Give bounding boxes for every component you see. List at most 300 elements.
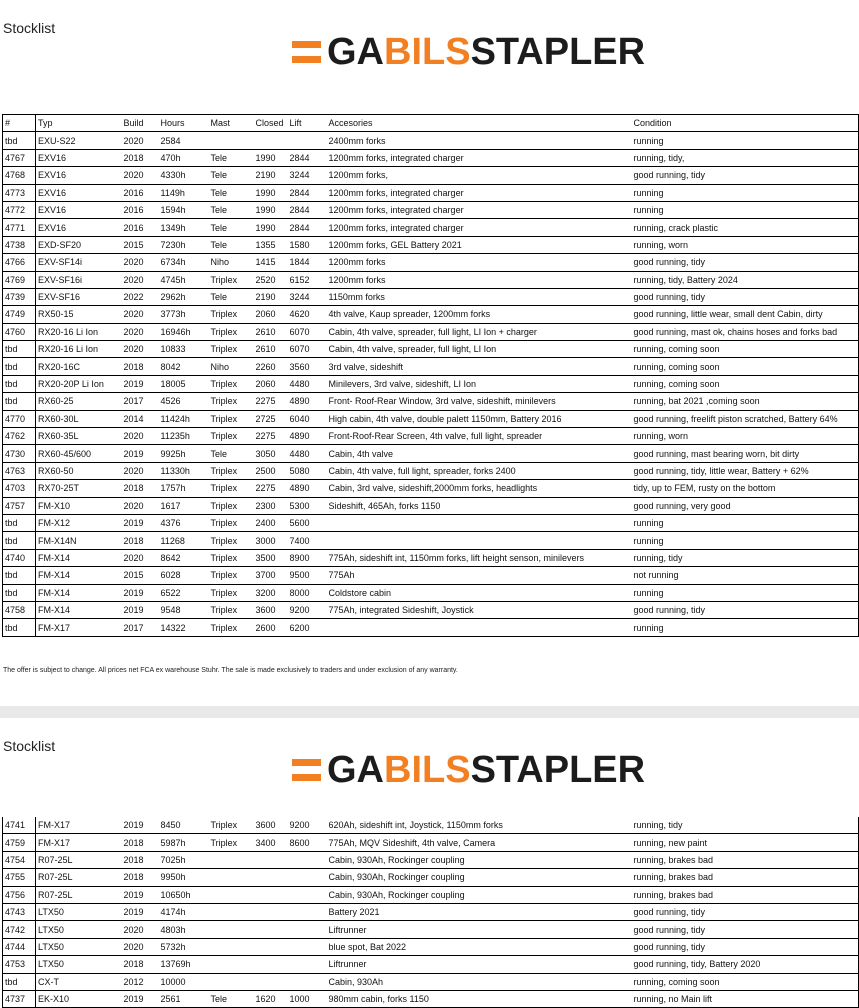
col-lift xyxy=(288,956,327,973)
col-type: CX-T xyxy=(36,973,122,990)
col-mast: Triplex xyxy=(209,817,254,834)
col-number: tbd xyxy=(3,393,36,410)
table-row xyxy=(3,480,859,497)
brand-wordmark: GABILSSTAPLER xyxy=(327,31,646,73)
col-closed: 2500 xyxy=(254,462,288,479)
col-type: RX20-16C xyxy=(36,358,122,375)
col-number: 4771 xyxy=(3,219,36,236)
col-condition: good running, mast ok, chains hoses and forks bad xyxy=(632,323,859,340)
col-number: 4763 xyxy=(3,462,36,479)
col-mast: Tele xyxy=(209,288,254,305)
col-condition: good running, little wear, small dent Cabin, dirty xyxy=(632,306,859,323)
col-number: 4743 xyxy=(3,903,36,920)
col-closed: 2260 xyxy=(254,358,288,375)
col-lift: 7400 xyxy=(288,532,327,549)
col-mast: Triplex xyxy=(209,549,254,566)
header-col-closed: Closed xyxy=(254,115,288,132)
header-col-condition: Condition xyxy=(632,115,859,132)
col-hours: 6028 xyxy=(159,567,209,584)
col-lift: 6152 xyxy=(288,271,327,288)
col-mast: Tele xyxy=(209,236,254,253)
col-closed xyxy=(254,921,288,938)
col-condition: running, brakes bad xyxy=(632,886,859,903)
header-col-type: Typ xyxy=(36,115,122,132)
table-row xyxy=(3,851,859,868)
col-number: 4740 xyxy=(3,549,36,566)
table-row xyxy=(3,903,859,920)
col-accessories: Sideshift, 465Ah, forks 1150 xyxy=(327,497,632,514)
table-row xyxy=(3,375,859,392)
col-type: EXV16 xyxy=(36,219,122,236)
col-hours: 1594h xyxy=(159,201,209,218)
col-mast xyxy=(209,886,254,903)
col-condition: running xyxy=(632,184,859,201)
col-mast: Triplex xyxy=(209,341,254,358)
table-row xyxy=(3,619,859,636)
col-mast: Triplex xyxy=(209,410,254,427)
col-accessories: 980mm cabin, forks 1150 xyxy=(327,990,632,1007)
col-hours: 10833 xyxy=(159,341,209,358)
col-mast: Tele xyxy=(209,167,254,184)
col-lift: 4480 xyxy=(288,375,327,392)
col-accessories: 2400mm forks xyxy=(327,132,632,149)
col-number: 4759 xyxy=(3,834,36,851)
col-mast: Triplex xyxy=(209,601,254,618)
col-number: tbd xyxy=(3,973,36,990)
table-row xyxy=(3,886,859,903)
col-hours: 9925h xyxy=(159,445,209,462)
table-body xyxy=(3,132,859,636)
table-row xyxy=(3,584,859,601)
col-hours: 16946h xyxy=(159,323,209,340)
col-accessories: blue spot, Bat 2022 xyxy=(327,938,632,955)
table-row xyxy=(3,956,859,973)
col-mast: Triplex xyxy=(209,497,254,514)
col-closed: 2725 xyxy=(254,410,288,427)
col-type: EXV16 xyxy=(36,149,122,166)
col-accessories xyxy=(327,514,632,531)
col-mast: Triplex xyxy=(209,619,254,636)
col-lift: 1000 xyxy=(288,990,327,1007)
col-hours: 10650h xyxy=(159,886,209,903)
doc-title: Stocklist xyxy=(3,20,56,36)
col-accessories: 775Ah, integrated Sideshift, Joystick xyxy=(327,601,632,618)
col-condition: tidy, up to FEM, rusty on the bottom xyxy=(632,480,859,497)
col-build: 2018 xyxy=(122,956,159,973)
col-condition: good running, tidy xyxy=(632,601,859,618)
col-build: 2018 xyxy=(122,869,159,886)
col-type: LTX50 xyxy=(36,921,122,938)
table-row xyxy=(3,514,859,531)
table-header-row xyxy=(3,115,859,132)
table-row xyxy=(3,990,859,1007)
table-row xyxy=(3,184,859,201)
col-mast xyxy=(209,956,254,973)
col-condition: running, coming soon xyxy=(632,341,859,358)
col-closed: 2275 xyxy=(254,393,288,410)
col-number: 4766 xyxy=(3,254,36,271)
col-type: FM-X17 xyxy=(36,817,122,834)
col-type: LTX50 xyxy=(36,903,122,920)
header-col-mast: Mast xyxy=(209,115,254,132)
col-hours: 6522 xyxy=(159,584,209,601)
col-lift: 5300 xyxy=(288,497,327,514)
col-type: FM-X14 xyxy=(36,584,122,601)
table-body xyxy=(3,817,859,1008)
table-row xyxy=(3,132,859,149)
col-condition: good running, tidy xyxy=(632,903,859,920)
col-hours: 4174h xyxy=(159,903,209,920)
col-condition: running, coming soon xyxy=(632,358,859,375)
table-row xyxy=(3,497,859,514)
col-condition: running, coming soon xyxy=(632,973,859,990)
col-lift: 2844 xyxy=(288,201,327,218)
col-number: 4744 xyxy=(3,938,36,955)
col-accessories: 1200mm forks, integrated charger xyxy=(327,149,632,166)
col-condition: running xyxy=(632,584,859,601)
col-condition: running, brakes bad xyxy=(632,869,859,886)
col-mast xyxy=(209,973,254,990)
col-condition: running xyxy=(632,619,859,636)
col-accessories: 1200mm forks, integrated charger xyxy=(327,219,632,236)
col-number: 4739 xyxy=(3,288,36,305)
col-type: EXV-SF16 xyxy=(36,288,122,305)
col-closed: 2400 xyxy=(254,514,288,531)
col-number: 4773 xyxy=(3,184,36,201)
header-col-number: # xyxy=(3,115,36,132)
table-row xyxy=(3,817,859,834)
col-closed: 2300 xyxy=(254,497,288,514)
col-lift: 8900 xyxy=(288,549,327,566)
col-mast xyxy=(209,132,254,149)
col-type: LTX50 xyxy=(36,938,122,955)
stock-table-1 xyxy=(2,114,859,637)
col-number: 4703 xyxy=(3,480,36,497)
col-type: RX20-20P Li Ion xyxy=(36,375,122,392)
col-build: 2019 xyxy=(122,445,159,462)
col-lift: 3244 xyxy=(288,288,327,305)
table-row xyxy=(3,167,859,184)
col-closed: 3700 xyxy=(254,567,288,584)
col-lift xyxy=(288,851,327,868)
table-row xyxy=(3,358,859,375)
col-lift xyxy=(288,938,327,955)
col-build: 2018 xyxy=(122,851,159,868)
table-row xyxy=(3,149,859,166)
col-accessories: Front-Roof-Rear Screen, 4th valve, full light, spreader xyxy=(327,428,632,445)
col-build: 2020 xyxy=(122,938,159,955)
col-accessories: 1200mm forks xyxy=(327,254,632,271)
col-lift: 6070 xyxy=(288,341,327,358)
col-build: 2019 xyxy=(122,601,159,618)
col-accessories: 1150mm forks xyxy=(327,288,632,305)
col-accessories: 775Ah, sideshift int, 1150mm forks, lift height senson, minilevers xyxy=(327,549,632,566)
col-number: 4737 xyxy=(3,990,36,1007)
col-accessories xyxy=(327,619,632,636)
page-gap xyxy=(0,706,859,718)
col-build: 2019 xyxy=(122,817,159,834)
stock-table-2 xyxy=(2,817,859,1008)
col-build: 2018 xyxy=(122,532,159,549)
col-type: RX60-35L xyxy=(36,428,122,445)
col-condition: good running, very good xyxy=(632,497,859,514)
header-col-lift: Lift xyxy=(288,115,327,132)
brand-logo xyxy=(292,31,646,73)
col-condition: good running, freelift piston scratched, Battery 64% xyxy=(632,410,859,427)
col-accessories: Front- Roof-Rear Window, 3rd valve, sideshift, minilevers xyxy=(327,393,632,410)
col-closed: 3050 xyxy=(254,445,288,462)
col-lift: 2844 xyxy=(288,219,327,236)
col-condition: running, worn xyxy=(632,236,859,253)
col-type: R07-25L xyxy=(36,851,122,868)
col-closed: 2610 xyxy=(254,341,288,358)
col-lift xyxy=(288,132,327,149)
col-type: EXU-S22 xyxy=(36,132,122,149)
col-closed: 3200 xyxy=(254,584,288,601)
col-type: RX60-25 xyxy=(36,393,122,410)
col-build: 2020 xyxy=(122,921,159,938)
col-lift: 5080 xyxy=(288,462,327,479)
col-hours: 7230h xyxy=(159,236,209,253)
col-type: RX50-15 xyxy=(36,306,122,323)
header-col-build: Build xyxy=(122,115,159,132)
col-mast: Niho xyxy=(209,254,254,271)
col-mast: Triplex xyxy=(209,323,254,340)
col-accessories: Cabin, 4th valve, spreader, full light, LI Ion xyxy=(327,341,632,358)
col-number: 4754 xyxy=(3,851,36,868)
col-hours: 3773h xyxy=(159,306,209,323)
col-type: RX70-25T xyxy=(36,480,122,497)
col-closed xyxy=(254,938,288,955)
col-mast: Tele xyxy=(209,990,254,1007)
col-accessories: Liftrunner xyxy=(327,921,632,938)
header-col-hours: Hours xyxy=(159,115,209,132)
col-hours: 11424h xyxy=(159,410,209,427)
col-mast xyxy=(209,938,254,955)
col-condition: running, tidy, xyxy=(632,149,859,166)
col-hours: 8642 xyxy=(159,549,209,566)
col-lift: 4620 xyxy=(288,306,327,323)
col-hours: 2561 xyxy=(159,990,209,1007)
col-type: EXV-SF16i xyxy=(36,271,122,288)
col-build: 2016 xyxy=(122,219,159,236)
table-row xyxy=(3,834,859,851)
col-build: 2020 xyxy=(122,271,159,288)
col-mast xyxy=(209,903,254,920)
col-number: 4768 xyxy=(3,167,36,184)
col-closed: 2600 xyxy=(254,619,288,636)
col-number: tbd xyxy=(3,341,36,358)
col-number: 4762 xyxy=(3,428,36,445)
col-closed: 1620 xyxy=(254,990,288,1007)
col-condition: running, tidy, Battery 2024 xyxy=(632,271,859,288)
col-mast: Triplex xyxy=(209,584,254,601)
table-row xyxy=(3,288,859,305)
col-build: 2020 xyxy=(122,549,159,566)
col-build: 2020 xyxy=(122,254,159,271)
col-type: EXV16 xyxy=(36,201,122,218)
col-accessories: 775Ah xyxy=(327,567,632,584)
col-lift: 4890 xyxy=(288,480,327,497)
col-condition: running, tidy xyxy=(632,549,859,566)
col-build: 2012 xyxy=(122,973,159,990)
table-row xyxy=(3,236,859,253)
col-lift: 8000 xyxy=(288,584,327,601)
col-build: 2019 xyxy=(122,514,159,531)
col-build: 2014 xyxy=(122,410,159,427)
logo-mark-icon xyxy=(292,759,321,781)
col-number: tbd xyxy=(3,567,36,584)
col-type: EXD-SF20 xyxy=(36,236,122,253)
col-hours: 1757h xyxy=(159,480,209,497)
col-number: 4753 xyxy=(3,956,36,973)
col-build: 2020 xyxy=(122,462,159,479)
col-closed: 1990 xyxy=(254,184,288,201)
col-type: RX60-45/600 xyxy=(36,445,122,462)
col-mast: Triplex xyxy=(209,834,254,851)
table-row xyxy=(3,323,859,340)
col-type: FM-X14 xyxy=(36,549,122,566)
col-hours: 9548 xyxy=(159,601,209,618)
col-build: 2020 xyxy=(122,132,159,149)
col-hours: 4745h xyxy=(159,271,209,288)
col-number: 4760 xyxy=(3,323,36,340)
col-hours: 7025h xyxy=(159,851,209,868)
col-mast: Triplex xyxy=(209,375,254,392)
col-hours: 11330h xyxy=(159,462,209,479)
col-mast xyxy=(209,851,254,868)
col-build: 2022 xyxy=(122,288,159,305)
col-number: 4742 xyxy=(3,921,36,938)
col-number: tbd xyxy=(3,375,36,392)
col-number: 4769 xyxy=(3,271,36,288)
col-closed: 2275 xyxy=(254,428,288,445)
col-lift xyxy=(288,886,327,903)
col-mast: Triplex xyxy=(209,306,254,323)
col-closed xyxy=(254,132,288,149)
col-accessories: 620Ah, sideshift int, Joystick, 1150mm forks xyxy=(327,817,632,834)
table-row xyxy=(3,254,859,271)
col-condition: running, new paint xyxy=(632,834,859,851)
table-row xyxy=(3,601,859,618)
col-closed xyxy=(254,886,288,903)
col-hours: 8450 xyxy=(159,817,209,834)
col-closed: 3500 xyxy=(254,549,288,566)
col-condition: good running, tidy xyxy=(632,167,859,184)
col-accessories: 3rd valve, sideshift xyxy=(327,358,632,375)
col-build: 2018 xyxy=(122,149,159,166)
col-closed: 3600 xyxy=(254,817,288,834)
col-type: EXV16 xyxy=(36,184,122,201)
col-number: 4755 xyxy=(3,869,36,886)
col-type: R07-25L xyxy=(36,886,122,903)
col-condition: running, brakes bad xyxy=(632,851,859,868)
col-lift: 9200 xyxy=(288,817,327,834)
col-mast: Triplex xyxy=(209,514,254,531)
table-row xyxy=(3,869,859,886)
col-hours: 2584 xyxy=(159,132,209,149)
col-mast: Triplex xyxy=(209,532,254,549)
col-condition: running xyxy=(632,201,859,218)
col-accessories: High cabin, 4th valve, double palett 1150mm, Battery 2016 xyxy=(327,410,632,427)
col-condition: running, no Main lift xyxy=(632,990,859,1007)
col-lift xyxy=(288,903,327,920)
col-type: FM-X12 xyxy=(36,514,122,531)
col-type: RX20-16 Li Ion xyxy=(36,341,122,358)
col-closed: 1415 xyxy=(254,254,288,271)
col-hours: 1349h xyxy=(159,219,209,236)
col-lift: 6200 xyxy=(288,619,327,636)
col-hours: 1617 xyxy=(159,497,209,514)
col-lift: 6040 xyxy=(288,410,327,427)
col-type: RX20-16 Li Ion xyxy=(36,323,122,340)
col-build: 2020 xyxy=(122,306,159,323)
col-hours: 470h xyxy=(159,149,209,166)
col-build: 2019 xyxy=(122,990,159,1007)
col-condition: running, tidy xyxy=(632,817,859,834)
col-condition: good running, tidy xyxy=(632,921,859,938)
col-accessories: Liftrunner xyxy=(327,956,632,973)
header-col-accessories: Accesories xyxy=(327,115,632,132)
disclaimer: The offer is subject to change. All prices net FCA ex warehouse Stuhr. The sale is made exclusively to traders and under exclusion of any warranty. xyxy=(3,667,458,674)
col-lift: 4890 xyxy=(288,393,327,410)
col-build: 2015 xyxy=(122,567,159,584)
col-mast: Niho xyxy=(209,358,254,375)
col-closed: 3000 xyxy=(254,532,288,549)
col-lift: 9200 xyxy=(288,601,327,618)
col-accessories: 1200mm forks, xyxy=(327,167,632,184)
col-mast: Triplex xyxy=(209,428,254,445)
col-hours: 13769h xyxy=(159,956,209,973)
col-lift: 6070 xyxy=(288,323,327,340)
col-lift: 2844 xyxy=(288,149,327,166)
col-build: 2017 xyxy=(122,619,159,636)
col-mast: Tele xyxy=(209,184,254,201)
col-condition: running, coming soon xyxy=(632,375,859,392)
col-build: 2020 xyxy=(122,341,159,358)
col-condition: good running, tidy xyxy=(632,288,859,305)
col-condition: running, crack plastic xyxy=(632,219,859,236)
col-type: FM-X17 xyxy=(36,834,122,851)
col-hours: 4376 xyxy=(159,514,209,531)
table-row xyxy=(3,306,859,323)
col-closed: 1355 xyxy=(254,236,288,253)
col-lift: 9500 xyxy=(288,567,327,584)
col-closed: 3600 xyxy=(254,601,288,618)
col-build: 2019 xyxy=(122,886,159,903)
col-closed: 2190 xyxy=(254,288,288,305)
col-hours: 4330h xyxy=(159,167,209,184)
col-lift xyxy=(288,973,327,990)
col-number: tbd xyxy=(3,619,36,636)
col-closed: 1990 xyxy=(254,219,288,236)
col-accessories: Coldstore cabin xyxy=(327,584,632,601)
col-build: 2018 xyxy=(122,480,159,497)
col-type: FM-X10 xyxy=(36,497,122,514)
col-lift: 5600 xyxy=(288,514,327,531)
col-lift xyxy=(288,869,327,886)
col-number: 4749 xyxy=(3,306,36,323)
col-lift xyxy=(288,921,327,938)
col-number: 4758 xyxy=(3,601,36,618)
col-type: FM-X14N xyxy=(36,532,122,549)
col-type: FM-X17 xyxy=(36,619,122,636)
col-hours: 11268 xyxy=(159,532,209,549)
col-condition: good running, tidy, little wear, Battery + 62% xyxy=(632,462,859,479)
col-build: 2019 xyxy=(122,584,159,601)
col-type: EXV16 xyxy=(36,167,122,184)
col-hours: 4526 xyxy=(159,393,209,410)
